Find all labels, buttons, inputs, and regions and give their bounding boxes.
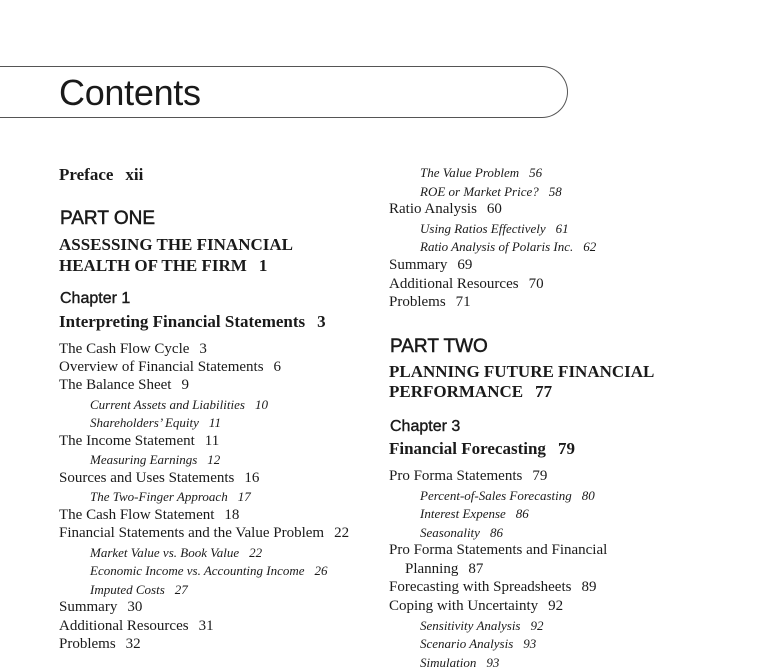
toc-entry-text: Sources and Uses Statements	[59, 470, 235, 486]
toc-entry-page: 26	[314, 563, 328, 578]
toc-entry-text: Ratio Analysis of Polaris Inc.	[420, 239, 574, 254]
toc-entry-text: The Balance Sheet	[59, 377, 172, 393]
preface-page: xii	[125, 165, 144, 184]
toc-entry-page: 12	[207, 452, 221, 467]
toc-entry-page: 61	[555, 221, 569, 236]
preface-entry[interactable]	[59, 165, 143, 185]
toc-entry-text: Coping with Uncertainty	[389, 598, 539, 614]
toc-entry-page: 18	[224, 507, 240, 523]
toc-entry-page: 27	[174, 582, 188, 597]
toc-entry-text: Financial Statements and the Value Problem	[59, 525, 325, 541]
toc-entry[interactable]	[405, 561, 483, 578]
toc-entry-text: Sensitivity Analysis	[420, 618, 521, 633]
toc-entry[interactable]	[389, 468, 547, 485]
toc-entry[interactable]	[59, 433, 219, 450]
toc-entry-page: 30	[127, 599, 143, 615]
toc-entry-text: Planning	[405, 561, 459, 577]
chapter3-label: Chapter 3	[390, 418, 461, 435]
toc-entry[interactable]	[59, 599, 142, 616]
chapter1-title-text: Interpreting Financial Statements	[59, 312, 306, 331]
part-two-title-line1[interactable]: PLANNING FUTURE FINANCIAL	[389, 362, 655, 381]
toc-entry-page: 11	[208, 415, 221, 430]
toc-subentry[interactable]	[420, 488, 595, 504]
toc-entry-text: Summary	[389, 257, 448, 273]
toc-subentry[interactable]	[90, 415, 221, 431]
toc-entry-text: Using Ratios Effectively	[420, 221, 546, 236]
toc-entry-text: The Income Statement	[59, 433, 195, 449]
chapter1-title[interactable]	[59, 312, 326, 332]
toc-subentry[interactable]	[90, 582, 188, 598]
toc-entry-page: 11	[204, 433, 220, 449]
toc-entry-page: 70	[528, 276, 544, 292]
part-two-label: PART TWO	[390, 336, 488, 357]
part-two-title-line2[interactable]	[389, 381, 552, 402]
toc-entry-page: 69	[457, 257, 473, 273]
toc-entry-page: 17	[237, 489, 251, 504]
page-title: Contents	[59, 72, 201, 113]
toc-entry-text: Scenario Analysis	[420, 636, 514, 651]
part-two-page: 77	[535, 382, 553, 401]
toc-entry[interactable]	[389, 257, 472, 274]
toc-entry-text: Pro Forma Statements	[389, 468, 523, 484]
toc-entry-text: Current Assets and Liabilities	[90, 397, 245, 412]
toc-entry-page: 22	[334, 525, 350, 541]
toc-entry-text: Pro Forma Statements and Financial	[389, 542, 608, 558]
toc-entry-text: Measuring Earnings	[90, 452, 198, 467]
toc-entry-text: Market Value vs. Book Value	[90, 545, 240, 560]
toc-entry[interactable]	[59, 377, 189, 394]
toc-entry-page: 80	[581, 488, 595, 503]
toc-entry-page: 86	[515, 506, 529, 521]
toc-entry-page: 89	[581, 579, 597, 595]
toc-entry-page: 79	[532, 468, 548, 484]
toc-entry-page: 6	[273, 359, 282, 375]
toc-entry-text: The Two-Finger Approach	[90, 489, 228, 504]
chapter1-label: Chapter 1	[60, 290, 131, 307]
toc-entry[interactable]	[59, 341, 207, 358]
toc-entry-page: 71	[455, 294, 471, 310]
toc-subentry[interactable]	[420, 221, 569, 237]
toc-entry-text: ROE or Market Price?	[420, 184, 539, 199]
toc-entry-text: The Cash Flow Statement	[59, 507, 215, 523]
toc-entry-text: The Cash Flow Cycle	[59, 341, 190, 357]
toc-entry-text: Simulation	[420, 655, 477, 670]
toc-entry-text: Additional Resources	[59, 618, 189, 634]
toc-subentry[interactable]	[420, 525, 503, 541]
part-two-title-text: PERFORMANCE	[389, 382, 524, 401]
part-one-title-line2[interactable]	[59, 255, 267, 276]
toc-entry-page: 58	[548, 184, 562, 199]
toc-subentry[interactable]	[90, 452, 220, 468]
toc-entry-text: Problems	[389, 294, 446, 310]
toc-entry-page: 86	[489, 525, 503, 540]
toc-entry[interactable]	[389, 598, 563, 615]
preface-label: Preface	[59, 165, 114, 184]
toc-subentry[interactable]	[90, 397, 268, 413]
toc-entry-page: 93	[486, 655, 500, 670]
toc-entry[interactable]	[59, 507, 239, 524]
toc-entry-page: 9	[181, 377, 189, 393]
toc-entry-text: Ratio Analysis	[389, 201, 477, 217]
toc-entry-text: Interest Expense	[420, 506, 506, 521]
toc-entry-page: 16	[244, 470, 260, 486]
toc-subentry[interactable]	[90, 489, 251, 505]
toc-entry-text: Overview of Financial Statements	[59, 359, 264, 375]
toc-entry-text: The Value Problem	[420, 165, 520, 180]
toc-entry[interactable]	[389, 579, 596, 596]
chapter3-title[interactable]	[389, 439, 575, 459]
toc-entry-text: Economic Income vs. Accounting Income	[90, 563, 305, 578]
part-one-page: 1	[258, 256, 268, 275]
toc-subentry[interactable]	[90, 563, 328, 579]
toc-entry-text: Problems	[59, 636, 116, 652]
toc-entry[interactable]	[389, 201, 502, 218]
toc-entry-page: 31	[198, 618, 214, 634]
toc-entry-text: Additional Resources	[389, 276, 519, 292]
part-one-title-text: HEALTH OF THE FIRM	[59, 256, 247, 275]
toc-entry-page: 3	[199, 341, 207, 357]
toc-entry-page: 10	[254, 397, 268, 412]
toc-entry-text: Summary	[59, 599, 118, 615]
toc-subentry[interactable]	[420, 506, 529, 522]
toc-entry-page: 92	[548, 598, 564, 614]
chapter1-page: 3	[317, 312, 326, 331]
toc-entry-text: Percent-of-Sales Forecasting	[420, 488, 572, 503]
toc-entry-text: Seasonality	[420, 525, 480, 540]
toc-entry-page: 56	[529, 165, 543, 180]
chapter3-page: 79	[557, 439, 575, 458]
toc-entry-page: 93	[523, 636, 537, 651]
toc-entry-page: 92	[530, 618, 544, 633]
toc-entry-text: Imputed Costs	[90, 582, 165, 597]
chapter3-title-text: Financial Forecasting	[389, 439, 546, 458]
toc-entry[interactable]	[389, 276, 544, 293]
toc-entry-text: Forecasting with Spreadsheets	[389, 579, 572, 595]
part-one-label: PART ONE	[60, 208, 156, 229]
toc-entry-page: 22	[249, 545, 263, 560]
toc-subentry[interactable]	[420, 184, 562, 200]
toc-entry[interactable]	[59, 636, 141, 653]
toc-entry-page: 87	[468, 561, 484, 577]
toc-entry-page: 60	[486, 201, 502, 217]
toc-subentry[interactable]	[420, 239, 596, 255]
toc-entry[interactable]	[389, 294, 471, 311]
toc-subentry[interactable]	[420, 618, 544, 634]
toc-subentry[interactable]	[90, 545, 262, 561]
toc-entry-page: 32	[125, 636, 141, 652]
toc-entry-text: Shareholders’ Equity	[90, 415, 199, 430]
toc-entry[interactable]	[389, 542, 617, 559]
toc-subentry[interactable]	[420, 165, 542, 181]
toc-entry[interactable]	[59, 618, 214, 635]
toc-subentry[interactable]	[420, 636, 536, 652]
toc-entry[interactable]	[59, 359, 281, 376]
toc-entry[interactable]	[59, 470, 259, 487]
toc-entry[interactable]	[59, 525, 349, 542]
toc-entry-page: 62	[583, 239, 597, 254]
part-one-title-line1[interactable]: ASSESSING THE FINANCIAL	[59, 235, 293, 254]
